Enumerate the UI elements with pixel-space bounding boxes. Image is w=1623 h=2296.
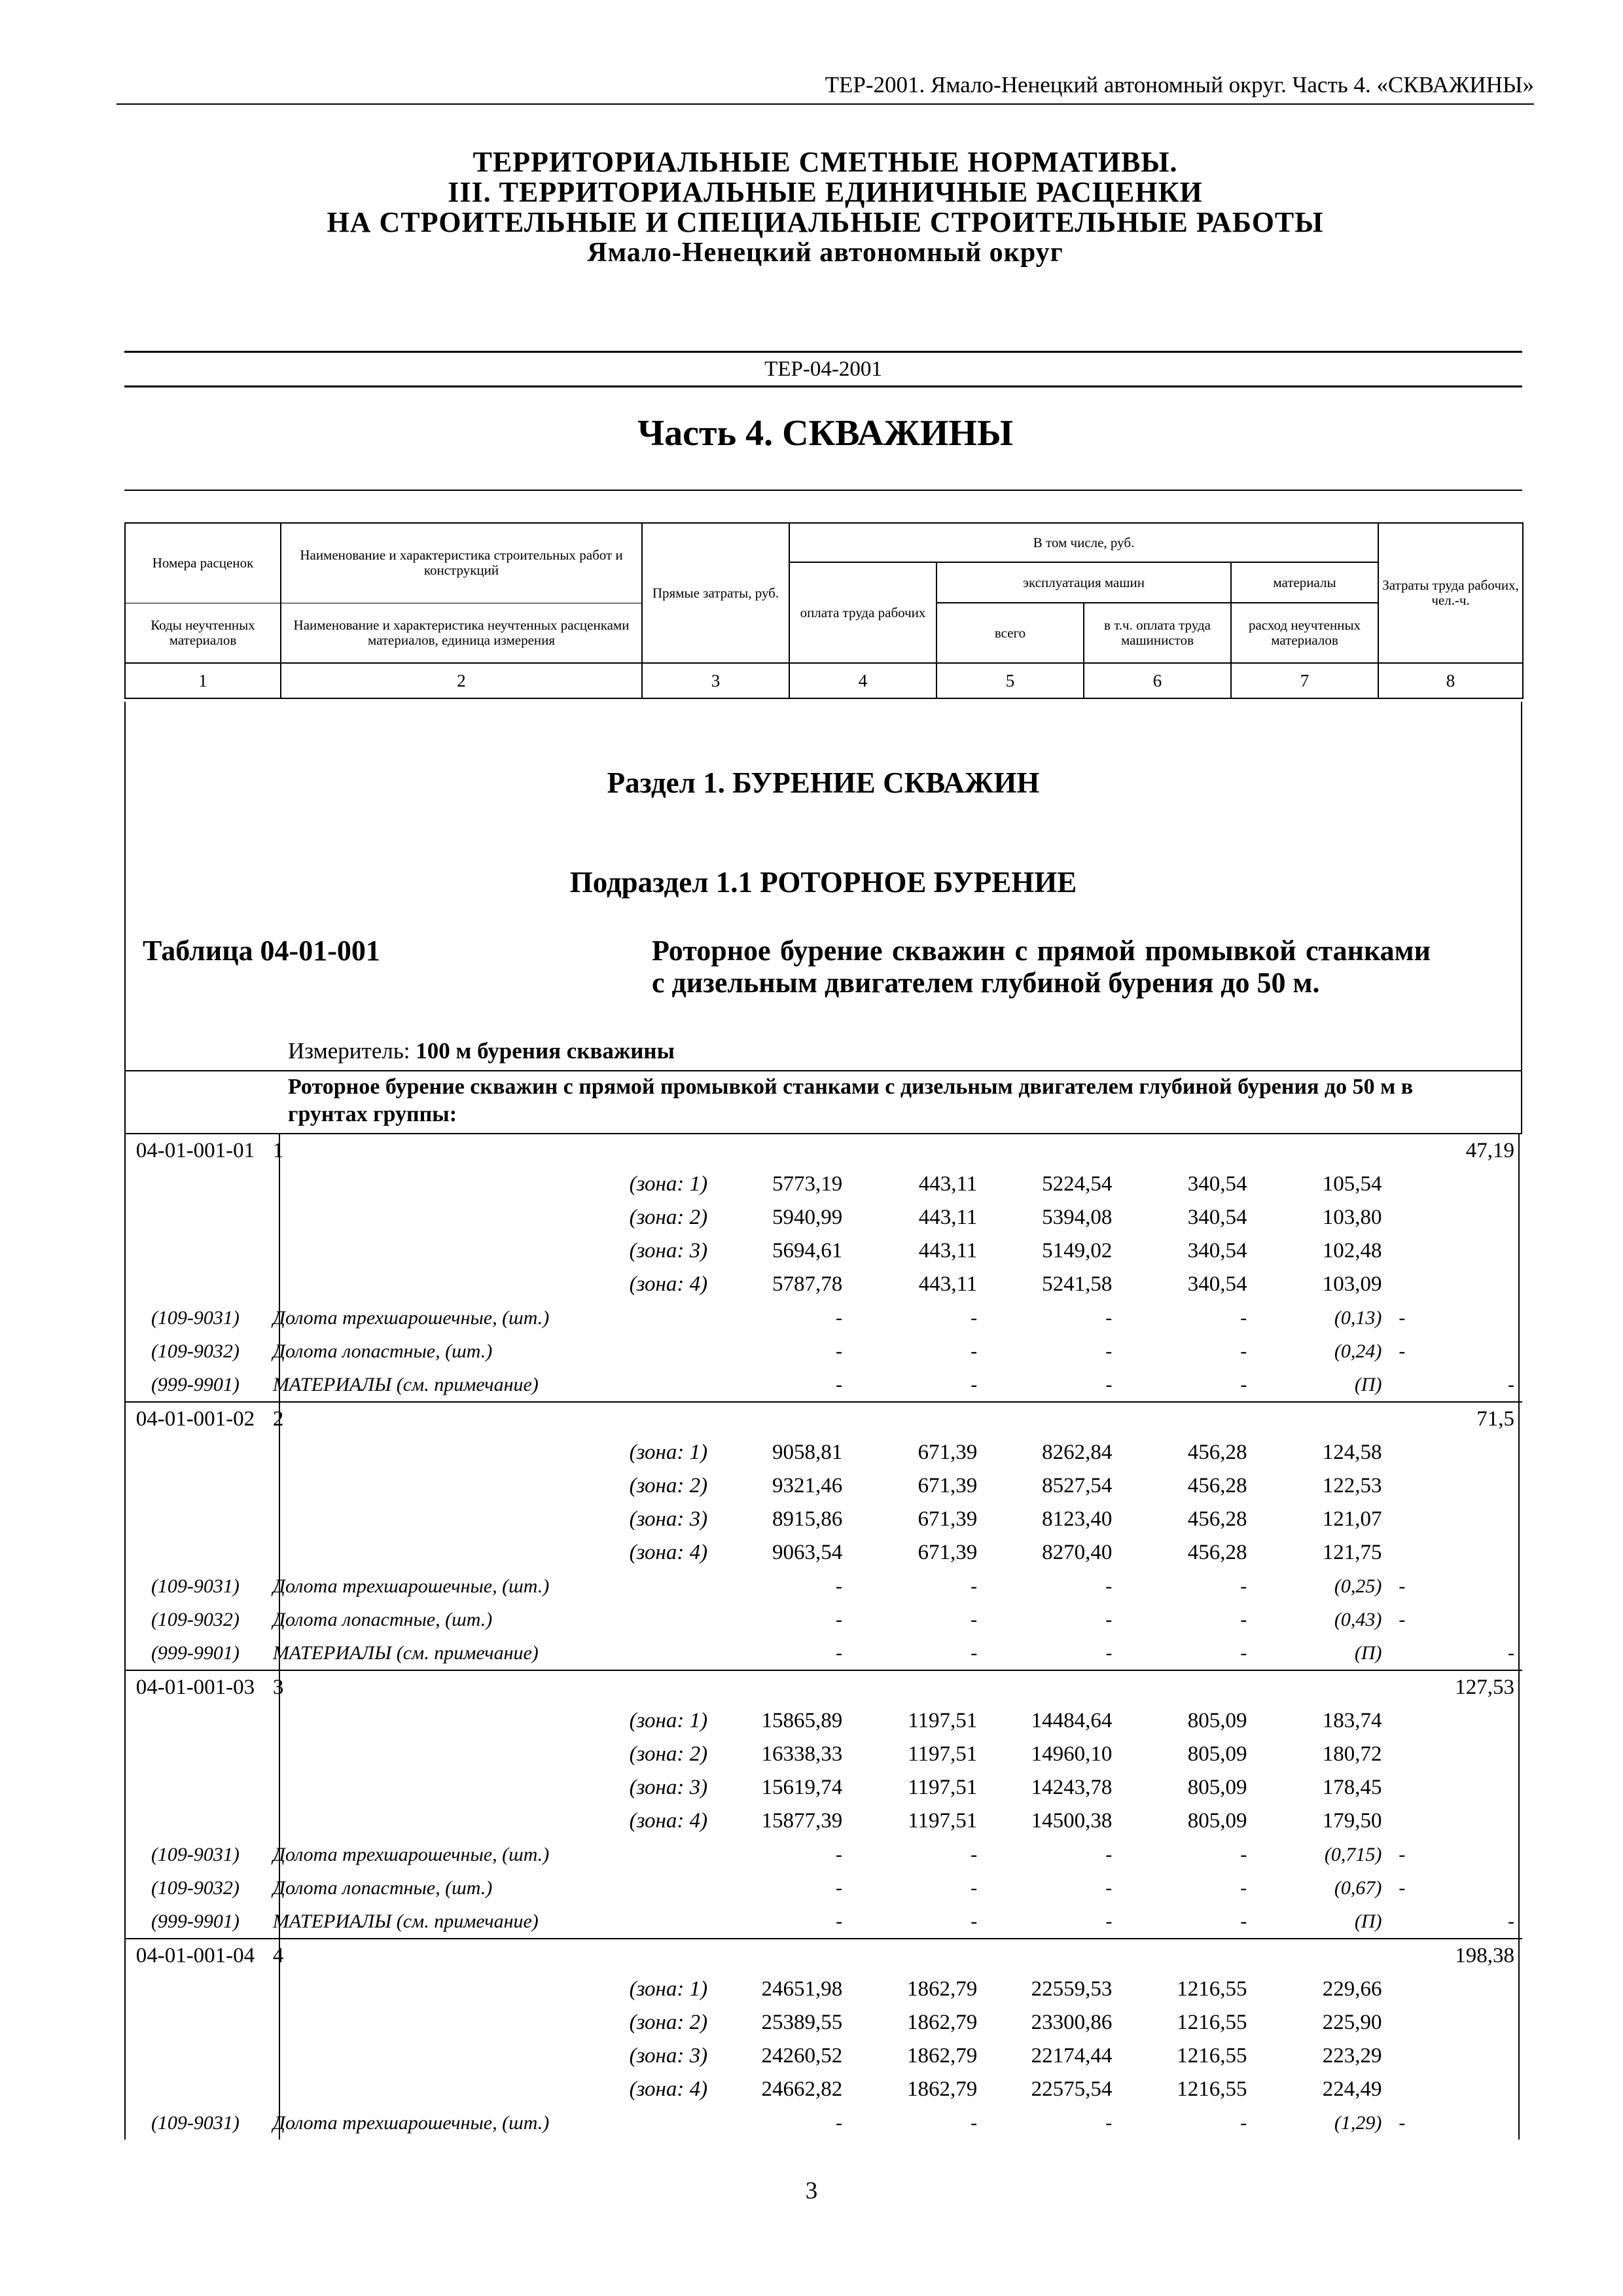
- soil-group: 1: [272, 1139, 284, 1162]
- zone-label: (зона: 2): [629, 1474, 708, 1498]
- worker-pay: 443,11: [918, 1206, 978, 1229]
- zone-row: [124, 1973, 1522, 2006]
- zone-row: [124, 1201, 1522, 1234]
- machine-total: 14484,64: [1031, 1709, 1113, 1732]
- column-header-table: [124, 522, 1524, 699]
- material-code: (109-9032): [151, 1608, 240, 1630]
- dash: -: [971, 1910, 978, 1932]
- zone-label: (зона: 4): [629, 1809, 708, 1833]
- direct-cost: 9321,46: [772, 1474, 843, 1498]
- worker-pay: 1197,51: [908, 1742, 978, 1766]
- worker-pay: 1862,79: [907, 2011, 978, 2034]
- machine-total: 14243,78: [1031, 1776, 1113, 1799]
- direct-cost: 15865,89: [761, 1709, 843, 1732]
- material-qty: (0,67): [1334, 1876, 1382, 1899]
- rate-block: [124, 1403, 1522, 1671]
- rate-row: [124, 1671, 1522, 1704]
- material-name: Долота трехшарошечные, (шт.): [272, 1843, 550, 1865]
- material-code: (109-9032): [151, 1876, 240, 1899]
- soil-group: 2: [272, 1407, 284, 1431]
- rate-block: [124, 1939, 1522, 2140]
- materials-cost: 224,49: [1322, 2077, 1382, 2101]
- rate-code: 04-01-001-03: [135, 1676, 255, 1699]
- operator-pay: 1216,55: [1177, 2077, 1247, 2101]
- material-row: [124, 1368, 1522, 1401]
- zone-label: (зона: 3): [629, 1776, 708, 1799]
- material-name: МАТЕРИАЛЫ (см. примечание): [272, 1373, 539, 1395]
- running-head: ТЕР-2001. Ямало-Ненецкий автономный округ. Часть 4. «СКВАЖИНЫ»: [116, 72, 1534, 105]
- zone-label: (зона: 4): [629, 2077, 708, 2101]
- dash: -: [1240, 1608, 1247, 1630]
- dash: -: [971, 1575, 978, 1597]
- dash: -: [1105, 1575, 1113, 1597]
- materials-cost: 122,53: [1322, 1474, 1382, 1498]
- dash: -: [1507, 1641, 1514, 1664]
- table-label: Таблица 04-01-001: [143, 935, 380, 967]
- dash: -: [1240, 2111, 1247, 2134]
- direct-cost: 15877,39: [761, 1809, 843, 1833]
- materials-cost: 223,29: [1322, 2044, 1382, 2068]
- dash: -: [1105, 1340, 1113, 1362]
- material-name: Долота трехшарошечные, (шт.): [272, 1575, 550, 1597]
- operator-pay: 340,54: [1187, 1172, 1247, 1196]
- zone-label: (зона: 2): [629, 2011, 708, 2034]
- material-name: Долота трехшарошечные, (шт.): [272, 2111, 550, 2134]
- material-code: (109-9031): [151, 1843, 240, 1865]
- rates-table-body: [124, 1134, 1522, 2140]
- header-col2-top: Наименование и характеристика строительных работ и конструкций: [281, 523, 642, 603]
- worker-pay: 1197,51: [908, 1809, 978, 1833]
- title-line-2: III. ТЕРРИТОРИАЛЬНЫЕ ЕДИНИЧНЫЕ РАСЦЕНКИ: [448, 176, 1203, 208]
- header-col3: Прямые затраты, руб.: [642, 523, 789, 663]
- worker-pay: 443,11: [918, 1172, 978, 1196]
- operator-pay: 456,28: [1187, 1441, 1247, 1464]
- material-code: (999-9901): [151, 1910, 240, 1932]
- material-row: [124, 1335, 1522, 1368]
- worker-pay: 1862,79: [907, 2077, 978, 2101]
- subsection-title: Подраздел 1.1 РОТОРНОЕ БУРЕНИЕ: [569, 866, 1077, 899]
- material-qty: (П): [1354, 1910, 1382, 1932]
- dash: -: [971, 1641, 978, 1664]
- zone-row: [124, 1536, 1522, 1570]
- page-number: 3: [805, 2178, 818, 2204]
- operator-pay: 805,09: [1187, 1709, 1247, 1732]
- material-qty: (0,715): [1324, 1843, 1382, 1865]
- materials-cost: 183,74: [1322, 1709, 1382, 1732]
- materials-cost: 121,07: [1322, 1507, 1382, 1531]
- zone-row: [124, 1436, 1522, 1469]
- zone-row: [124, 1234, 1522, 1268]
- materials-cost: 225,90: [1322, 2011, 1382, 2034]
- worker-pay: 671,39: [918, 1541, 978, 1564]
- direct-cost: 15619,74: [761, 1776, 843, 1799]
- operator-pay: 1216,55: [1177, 2011, 1247, 2034]
- material-row: [124, 1301, 1522, 1335]
- header-col2-bottom: Наименование и характеристика неучтенных расценками материалов, единица измерения: [281, 603, 642, 663]
- zone-row: [124, 2006, 1522, 2039]
- dash: -: [1399, 1575, 1406, 1597]
- operator-pay: 340,54: [1187, 1206, 1247, 1229]
- operator-pay: 340,54: [1187, 1272, 1247, 1296]
- material-name: Долота лопастные, (шт.): [272, 1340, 493, 1362]
- operator-pay: 805,09: [1187, 1742, 1247, 1766]
- dash: -: [836, 1641, 843, 1664]
- machine-total: 14500,38: [1031, 1809, 1113, 1833]
- header-incl: В том числе, руб.: [789, 523, 1378, 562]
- machine-total: 22559,53: [1031, 1977, 1113, 2001]
- zone-row: [124, 1503, 1522, 1536]
- dash: -: [971, 1306, 978, 1329]
- zone-row: [124, 2073, 1522, 2106]
- dash: -: [1399, 1876, 1406, 1899]
- dash: -: [1105, 1608, 1113, 1630]
- worker-pay: 1862,79: [907, 1977, 978, 2001]
- header-col8: Затраты труда рабочих, чел.-ч.: [1378, 523, 1523, 663]
- zone-row: [124, 2039, 1522, 2073]
- dash: -: [836, 1306, 843, 1329]
- zone-row: [124, 1771, 1522, 1804]
- dash: -: [836, 1373, 843, 1395]
- col-num: 5: [936, 663, 1084, 698]
- worker-pay: 1197,51: [908, 1709, 978, 1732]
- material-code: (999-9901): [151, 1641, 240, 1664]
- material-code: (109-9032): [151, 1340, 240, 1362]
- dash: -: [1105, 1641, 1113, 1664]
- col-num: 6: [1084, 663, 1231, 698]
- divider: [124, 490, 1522, 491]
- material-row: [124, 1636, 1522, 1670]
- zone-label: (зона: 3): [629, 2044, 708, 2068]
- dash: -: [971, 2111, 978, 2134]
- doc-code: ТЕР-04-2001: [124, 351, 1522, 387]
- dash: -: [836, 1876, 843, 1899]
- machine-total: 8262,84: [1042, 1441, 1113, 1464]
- material-name: Долота трехшарошечные, (шт.): [272, 1306, 550, 1329]
- direct-cost: 5940,99: [772, 1206, 843, 1229]
- dash: -: [836, 2111, 843, 2134]
- zone-row: [124, 1738, 1522, 1771]
- machine-total: 5224,54: [1042, 1172, 1113, 1196]
- dash: -: [836, 1608, 843, 1630]
- direct-cost: 25389,55: [761, 2011, 843, 2034]
- dash: -: [971, 1340, 978, 1362]
- material-name: МАТЕРИАЛЫ (см. примечание): [272, 1641, 539, 1664]
- worker-pay: 1197,51: [908, 1776, 978, 1799]
- dash: -: [1240, 1910, 1247, 1932]
- material-qty: (П): [1354, 1641, 1382, 1664]
- material-qty: (П): [1354, 1373, 1382, 1395]
- part-title: Часть 4. СКВАЖИНЫ: [637, 413, 1013, 454]
- materials-cost: 180,72: [1322, 1742, 1382, 1766]
- header-col1-top: Номера расценок: [125, 523, 281, 603]
- col-num: 2: [281, 663, 642, 698]
- materials-cost: 178,45: [1322, 1776, 1382, 1799]
- material-row: [124, 1838, 1522, 1871]
- dash: -: [1399, 1306, 1406, 1329]
- zone-row: [124, 1268, 1522, 1301]
- dash: -: [971, 1608, 978, 1630]
- dash: -: [1105, 1306, 1113, 1329]
- col-num: 4: [789, 663, 936, 698]
- rate-row: [124, 1939, 1522, 1973]
- dash: -: [1240, 1575, 1247, 1597]
- labor-cost: 71,5: [1476, 1407, 1514, 1431]
- material-row: [124, 1871, 1522, 1905]
- col-num: 8: [1378, 663, 1523, 698]
- materials-cost: 124,58: [1322, 1441, 1382, 1464]
- labor-cost: 47,19: [1465, 1139, 1514, 1162]
- worker-pay: 671,39: [918, 1441, 978, 1464]
- dash: -: [836, 1575, 843, 1597]
- zone-row: [124, 1704, 1522, 1738]
- dash: -: [1105, 1373, 1113, 1395]
- direct-cost: 24260,52: [761, 2044, 843, 2068]
- worker-pay: 671,39: [918, 1474, 978, 1498]
- material-qty: (0,24): [1334, 1340, 1382, 1362]
- dash: -: [971, 1373, 978, 1395]
- machine-total: 5241,58: [1042, 1272, 1113, 1296]
- worker-pay: 443,11: [918, 1239, 978, 1263]
- zone-label: (зона: 1): [629, 1172, 708, 1196]
- material-code: (109-9031): [151, 1575, 240, 1597]
- direct-cost: 8915,86: [772, 1507, 843, 1531]
- dash: -: [1399, 1608, 1406, 1630]
- zone-row: [124, 1469, 1522, 1503]
- materials-cost: 103,80: [1322, 1206, 1382, 1229]
- group-title: Роторное бурение скважин с прямой промывкой станками с дизельным двигателем глубиной бурения до 50 м в грунтах группы:: [288, 1075, 1414, 1126]
- header-col4: оплата труда рабочих: [789, 562, 936, 663]
- zone-label: (зона: 2): [629, 1206, 708, 1229]
- dash: -: [1105, 2111, 1113, 2134]
- meter-value: 100 м бурения скважины: [416, 1038, 675, 1064]
- table-description: Роторное бурение скважин с прямой промывкой станками с дизельным двигателем глубиной бурения до 50 м.: [652, 935, 1431, 999]
- operator-pay: 805,09: [1187, 1776, 1247, 1799]
- machine-total: 8527,54: [1042, 1474, 1113, 1498]
- dash: -: [1240, 1373, 1247, 1395]
- material-qty: (0,13): [1334, 1306, 1382, 1329]
- worker-pay: 443,11: [918, 1272, 978, 1296]
- dash: -: [1105, 1876, 1113, 1899]
- dash: -: [1507, 1910, 1514, 1932]
- col-num: 7: [1231, 663, 1378, 698]
- title-line-3: НА СТРОИТЕЛЬНЫЕ И СПЕЦИАЛЬНЫЕ СТРОИТЕЛЬНЫЕ РАБОТЫ: [327, 206, 1324, 238]
- col-num: 1: [125, 663, 281, 698]
- zone-label: (зона: 3): [629, 1507, 708, 1531]
- materials-cost: 102,48: [1322, 1239, 1382, 1263]
- machine-total: 5394,08: [1042, 1206, 1113, 1229]
- zone-label: (зона: 1): [629, 1441, 708, 1464]
- material-code: (109-9031): [151, 2111, 240, 2134]
- material-code: (109-9031): [151, 1306, 240, 1329]
- zone-label: (зона: 1): [629, 1977, 708, 2001]
- material-qty: (0,25): [1334, 1575, 1382, 1597]
- material-row: [124, 1603, 1522, 1636]
- machine-total: 5149,02: [1042, 1239, 1113, 1263]
- dash: -: [1240, 1306, 1247, 1329]
- dash: -: [1399, 2111, 1406, 2134]
- material-qty: (1,29): [1334, 2111, 1382, 2134]
- direct-cost: 16338,33: [761, 1742, 843, 1766]
- machine-total: 8270,40: [1042, 1541, 1113, 1564]
- rate-block: [124, 1671, 1522, 1939]
- dash: -: [1399, 1843, 1406, 1865]
- material-name: Долота лопастные, (шт.): [272, 1876, 493, 1899]
- direct-cost: 5787,78: [772, 1272, 843, 1296]
- dash: -: [1399, 1340, 1406, 1362]
- worker-pay: 1862,79: [907, 2044, 978, 2068]
- labor-cost: 127,53: [1455, 1676, 1514, 1699]
- title-region: Ямало-Ненецкий автономный округ: [587, 238, 1063, 268]
- rate-code: 04-01-001-02: [135, 1407, 255, 1431]
- soil-group: 4: [272, 1944, 284, 1967]
- meter: [288, 1037, 675, 1066]
- dash: -: [971, 1876, 978, 1899]
- zone-label: (зона: 1): [629, 1709, 708, 1732]
- material-name: МАТЕРИАЛЫ (см. примечание): [272, 1910, 539, 1932]
- machine-total: 22575,54: [1031, 2077, 1113, 2101]
- title-line-1: ТЕРРИТОРИАЛЬНЫЕ СМЕТНЫЕ НОРМАТИВЫ.: [473, 146, 1178, 178]
- soil-group: 3: [272, 1676, 284, 1699]
- materials-cost: 229,66: [1322, 1977, 1382, 2001]
- materials-cost: 105,54: [1322, 1172, 1382, 1196]
- operator-pay: 340,54: [1187, 1239, 1247, 1263]
- rate-row: [124, 1403, 1522, 1436]
- header-machines: эксплуатация машин: [936, 562, 1231, 603]
- rate-block: [124, 1134, 1522, 1403]
- operator-pay: 805,09: [1187, 1809, 1247, 1833]
- direct-cost: 24662,82: [761, 2077, 843, 2101]
- material-row: [124, 2106, 1522, 2140]
- machine-total: 14960,10: [1031, 1742, 1113, 1766]
- material-qty: (0,43): [1334, 1608, 1382, 1630]
- header-materials: материалы: [1231, 562, 1378, 603]
- direct-cost: 9058,81: [772, 1441, 843, 1464]
- operator-pay: 456,28: [1187, 1507, 1247, 1531]
- material-row: [124, 1905, 1522, 1938]
- material-row: [124, 1570, 1522, 1603]
- section-title: Раздел 1. БУРЕНИЕ СКВАЖИН: [607, 766, 1040, 799]
- zone-label: (зона: 4): [629, 1272, 708, 1296]
- dash: -: [836, 1843, 843, 1865]
- operator-pay: 1216,55: [1177, 1977, 1247, 2001]
- document-title: [116, 147, 1534, 268]
- direct-cost: 9063,54: [772, 1541, 843, 1564]
- operator-pay: 456,28: [1187, 1541, 1247, 1564]
- material-code: (999-9901): [151, 1373, 240, 1395]
- direct-cost: 5773,19: [772, 1172, 843, 1196]
- direct-cost: 24651,98: [761, 1977, 843, 2001]
- materials-cost: 121,75: [1322, 1541, 1382, 1564]
- rate-code: 04-01-001-04: [135, 1944, 255, 1967]
- meter-label: Измеритель:: [288, 1038, 410, 1064]
- zone-row: [124, 1804, 1522, 1838]
- dash: -: [1105, 1843, 1113, 1865]
- header-col5: всего: [936, 603, 1084, 663]
- header-col7: расход неучтенных материалов: [1231, 603, 1378, 663]
- dash: -: [836, 1910, 843, 1932]
- dash: -: [1105, 1910, 1113, 1932]
- zone-row: [124, 1168, 1522, 1201]
- dash: -: [1240, 1641, 1247, 1664]
- dash: -: [836, 1340, 843, 1362]
- zone-label: (зона: 3): [629, 1239, 708, 1263]
- rate-row: [124, 1134, 1522, 1168]
- materials-cost: 179,50: [1322, 1809, 1382, 1833]
- dash: -: [1507, 1373, 1514, 1395]
- zone-label: (зона: 2): [629, 1742, 708, 1766]
- rate-code: 04-01-001-01: [135, 1139, 255, 1162]
- dash: -: [971, 1843, 978, 1865]
- worker-pay: 671,39: [918, 1507, 978, 1531]
- machine-total: 22174,44: [1031, 2044, 1113, 2068]
- material-name: Долота лопастные, (шт.): [272, 1608, 493, 1630]
- operator-pay: 456,28: [1187, 1474, 1247, 1498]
- zone-label: (зона: 4): [629, 1541, 708, 1564]
- dash: -: [1240, 1340, 1247, 1362]
- machine-total: 23300,86: [1031, 2011, 1113, 2034]
- header-col6: в т.ч. оплата труда машинистов: [1084, 603, 1231, 663]
- col-num: 3: [642, 663, 789, 698]
- materials-cost: 103,09: [1322, 1272, 1382, 1296]
- machine-total: 8123,40: [1042, 1507, 1113, 1531]
- dash: -: [1240, 1843, 1247, 1865]
- operator-pay: 1216,55: [1177, 2044, 1247, 2068]
- header-col1-bottom: Коды неучтенных материалов: [125, 603, 281, 663]
- dash: -: [1240, 1876, 1247, 1899]
- direct-cost: 5694,61: [772, 1239, 843, 1263]
- labor-cost: 198,38: [1455, 1944, 1514, 1967]
